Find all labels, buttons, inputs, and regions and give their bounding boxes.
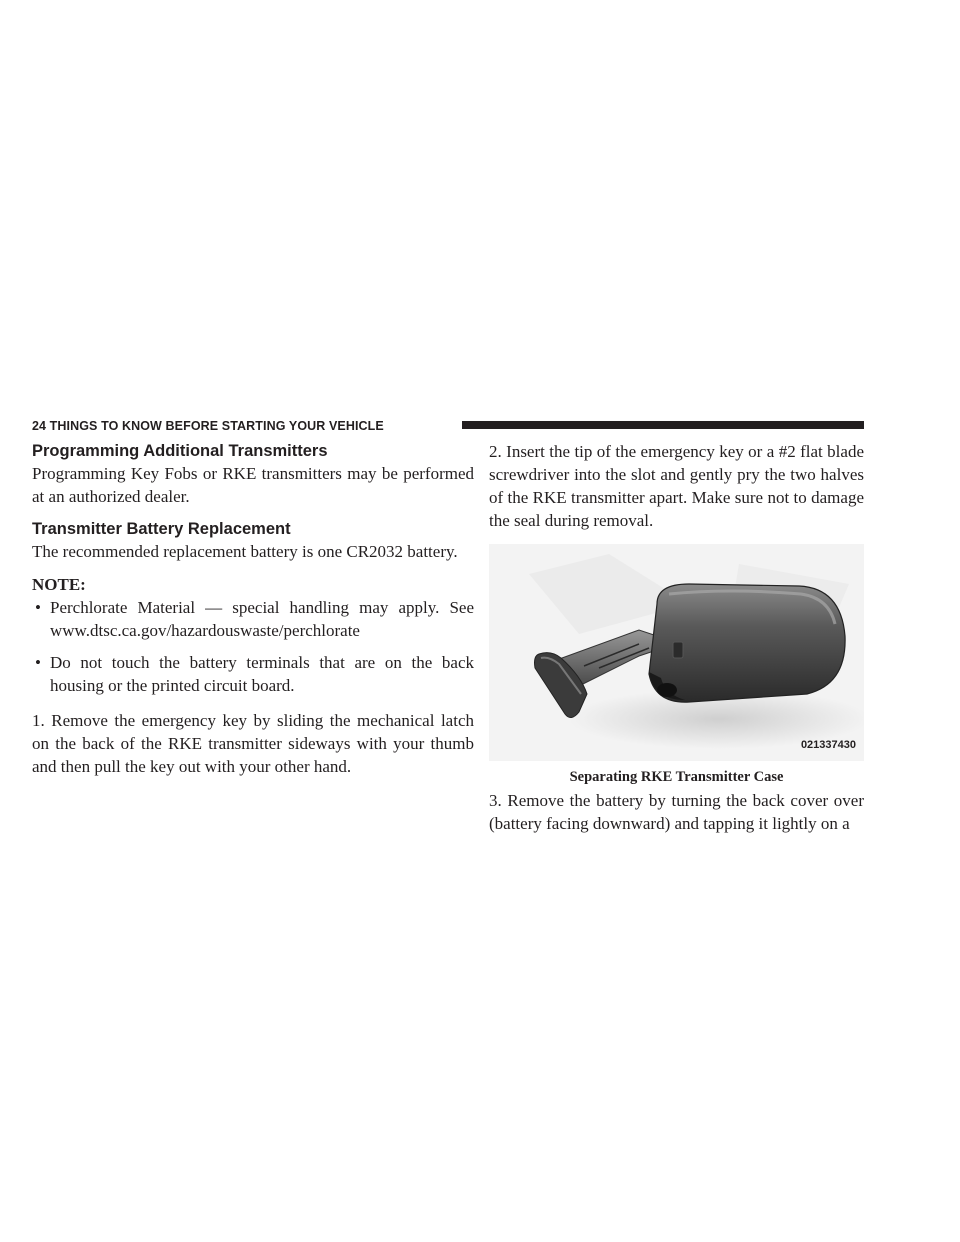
figure-code: 021337430 — [800, 739, 856, 751]
bullet-dot: • — [35, 598, 41, 617]
page-number-title: 24 THINGS TO KNOW BEFORE STARTING YOUR VEHICLE — [32, 419, 384, 433]
header-rule — [462, 421, 864, 429]
step-1: 1. Remove the emergency key by sliding the mechanical latch on the back of the RKE transmitter sideways with your thumb and then pull the key out with your other hand. — [32, 711, 474, 776]
figure-rke-transmitter — [489, 544, 864, 761]
running-header — [32, 417, 864, 437]
note-bullet-2 — [32, 651, 474, 697]
section-heading-programming: Programming Additional Transmitters — [32, 442, 328, 460]
left-column — [32, 440, 474, 778]
rke-transmitter-illustration — [489, 544, 864, 761]
battery-text: The recommended replacement battery is one CR2032 battery. — [32, 542, 458, 561]
note-bullet-1 — [32, 596, 474, 642]
note-bullet-text: Perchlorate Material — special handling may apply. See www.dtsc.ca.gov/hazardouswaste/perchlorate — [50, 598, 474, 640]
programming-text: Programming Key Fobs or RKE transmitters may be performed at an authorized dealer. — [32, 464, 474, 506]
right-column — [489, 440, 864, 835]
step-3: 3. Remove the battery by turning the back cover over (battery facing downward) and tapping it lightly on a — [489, 791, 864, 833]
bullet-dot: • — [35, 653, 41, 672]
figure-caption: Separating RKE Transmitter Case — [569, 769, 784, 785]
section-heading-battery: Transmitter Battery Replacement — [32, 520, 291, 538]
note-label: NOTE: — [32, 575, 86, 594]
step-2: 2. Insert the tip of the emergency key or a #2 flat blade screwdriver into the slot and gently pry the two halves of the RKE transmitter apart. Make sure not to damage the seal during removal. — [489, 442, 864, 530]
note-bullet-text: Do not touch the battery terminals that are on the back housing or the printed circuit board. — [50, 653, 474, 695]
